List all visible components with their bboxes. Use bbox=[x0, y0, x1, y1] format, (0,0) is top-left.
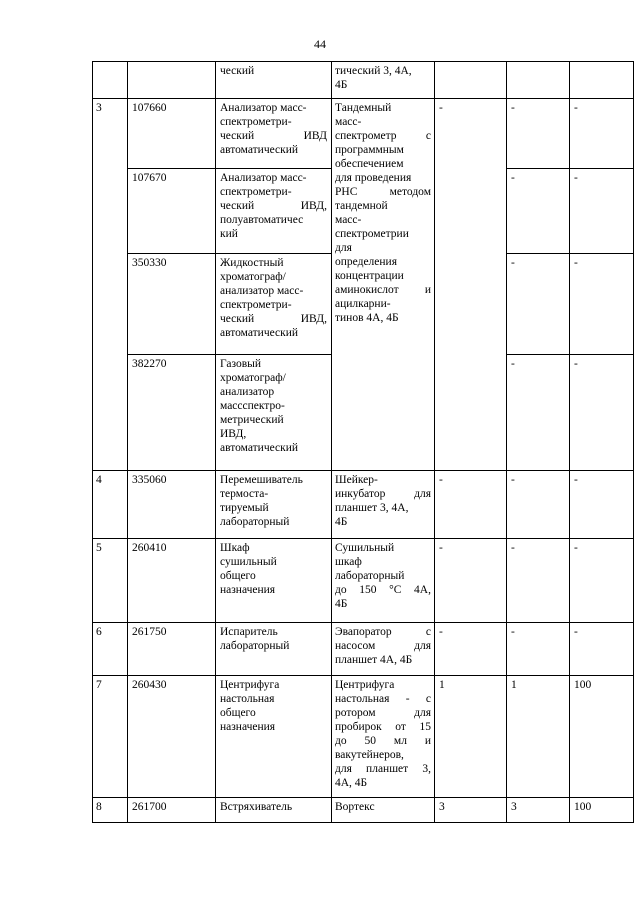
cell-v2: - bbox=[507, 99, 570, 169]
text-line: полуавтоматичес bbox=[220, 214, 304, 226]
text-line: Центрифуга bbox=[335, 679, 395, 691]
text-line: Шкаф bbox=[220, 542, 250, 554]
table-row bbox=[93, 676, 634, 798]
text-line: пробирок от 15 bbox=[335, 721, 431, 733]
cell-v2: - bbox=[507, 471, 570, 539]
cell-v3: - bbox=[570, 169, 634, 254]
text-line: тируемый bbox=[220, 502, 269, 514]
text-line: 4А, 4Б bbox=[335, 777, 368, 789]
cell-num: 5 bbox=[93, 539, 128, 623]
table-row bbox=[93, 623, 634, 676]
text-line: сушильный bbox=[220, 556, 277, 568]
text-line: Перемешиватель bbox=[220, 474, 303, 486]
text-line: спектрометри- bbox=[220, 186, 292, 198]
text-line: лабораторный bbox=[335, 570, 405, 582]
text-line: планшет 3, 4А, bbox=[335, 502, 409, 514]
table-row bbox=[93, 471, 634, 539]
text-line: общего bbox=[220, 707, 256, 719]
cell-desc bbox=[332, 798, 435, 823]
table-row bbox=[93, 99, 634, 169]
text-line: аминокислот и bbox=[335, 284, 431, 296]
cell-desc bbox=[332, 676, 435, 798]
text-line: определения bbox=[335, 256, 398, 268]
cell-desc bbox=[332, 471, 435, 539]
cell-v3: - bbox=[570, 539, 634, 623]
text-line: ацилкарни- bbox=[335, 298, 391, 310]
equipment-table bbox=[92, 61, 634, 823]
table-row bbox=[93, 798, 634, 823]
cell-num: 8 bbox=[93, 798, 128, 823]
text-line: настольная - с bbox=[335, 693, 431, 705]
text-line: массспектро- bbox=[220, 400, 285, 412]
cell-name bbox=[216, 539, 332, 623]
text-line: тический 3, 4А, bbox=[335, 65, 412, 77]
text-line: назначения bbox=[220, 584, 276, 596]
text-line: для проведения bbox=[335, 172, 412, 184]
text-line: до 50 мл и bbox=[335, 735, 431, 747]
cell-v2: - bbox=[507, 623, 570, 676]
text-line: Встряхиватель bbox=[220, 801, 293, 813]
table-row bbox=[93, 62, 634, 99]
cell-name bbox=[216, 254, 332, 355]
text-line: планшет 4А, 4Б bbox=[335, 654, 413, 666]
cell-v3: 100 bbox=[570, 798, 634, 823]
cell-v1: 3 bbox=[435, 798, 507, 823]
cell-desc bbox=[332, 539, 435, 623]
cell-code: 107670 bbox=[128, 169, 216, 254]
cell-code: 260430 bbox=[128, 676, 216, 798]
text-line: инкубатор для bbox=[335, 488, 431, 500]
cell-v3: - bbox=[570, 471, 634, 539]
cell-code: 107660 bbox=[128, 99, 216, 169]
text-line: автоматический bbox=[220, 442, 299, 454]
cell-num: 6 bbox=[93, 623, 128, 676]
text-line: автоматический bbox=[220, 144, 299, 156]
text-line: Вортекс bbox=[335, 801, 375, 813]
text-line: Испаритель bbox=[220, 626, 278, 638]
text-line: для планшет 3, bbox=[335, 763, 431, 775]
text-line: Шейкер- bbox=[335, 474, 378, 486]
text-line: анализатор bbox=[220, 386, 275, 398]
cell-name bbox=[216, 355, 332, 471]
cell-v1: - bbox=[435, 539, 507, 623]
text-line: спектрометри- bbox=[220, 116, 292, 128]
text-line: Жидкостный bbox=[220, 257, 284, 269]
cell-code: 350330 bbox=[128, 254, 216, 355]
cell-v1 bbox=[435, 62, 507, 99]
cell-v2: 3 bbox=[507, 798, 570, 823]
text-line: назначения bbox=[220, 721, 276, 733]
text-line: ческий ИВД bbox=[220, 130, 327, 142]
cell-v1: - bbox=[435, 99, 507, 471]
cell-name bbox=[216, 169, 332, 254]
text-line: Центрифуга bbox=[220, 679, 280, 691]
text-line: хроматограф/ bbox=[220, 271, 286, 283]
cell-v3: - bbox=[570, 254, 634, 355]
text-line: Газовый bbox=[220, 358, 262, 370]
cell-v1: - bbox=[435, 471, 507, 539]
text-line: вакутейнеров, bbox=[335, 749, 404, 761]
table-row bbox=[93, 539, 634, 623]
cell-v2: - bbox=[507, 355, 570, 471]
text-line: лабораторный bbox=[220, 640, 290, 652]
text-line: тандемной bbox=[335, 200, 388, 212]
text-line: лабораторный bbox=[220, 516, 290, 528]
cell-v3: - bbox=[570, 355, 634, 471]
text-line: РНС методом bbox=[335, 186, 431, 198]
cell-num: 4 bbox=[93, 471, 128, 539]
text-line: кий bbox=[220, 228, 238, 240]
text-line: Анализатор масс- bbox=[220, 102, 307, 114]
cell-code: 382270 bbox=[128, 355, 216, 471]
text-line: 4Б bbox=[335, 79, 348, 91]
cell-v1: - bbox=[435, 623, 507, 676]
cell-desc bbox=[332, 623, 435, 676]
cell-code: 260410 bbox=[128, 539, 216, 623]
text-line: 4Б bbox=[335, 598, 348, 610]
cell-v2: - bbox=[507, 254, 570, 355]
text-line: настольная bbox=[220, 693, 275, 705]
text-line: Сушильный bbox=[335, 542, 395, 554]
cell-v1: 1 bbox=[435, 676, 507, 798]
text-line: ИВД, bbox=[220, 428, 247, 440]
cell-v2: - bbox=[507, 539, 570, 623]
cell-v3 bbox=[570, 62, 634, 99]
text-line: ческий ИВД, bbox=[220, 313, 327, 325]
cell-num: 3 bbox=[93, 99, 128, 471]
cell-v3: - bbox=[570, 99, 634, 169]
cell-v2 bbox=[507, 62, 570, 99]
text-line: автоматический bbox=[220, 327, 299, 339]
text-line: Тандемный bbox=[335, 102, 392, 114]
cell-v3: 100 bbox=[570, 676, 634, 798]
cell-v2: 1 bbox=[507, 676, 570, 798]
page-number: 44 bbox=[314, 37, 326, 51]
text-line: хроматограф/ bbox=[220, 372, 286, 384]
text-line: спектрометри- bbox=[220, 299, 292, 311]
text-line: до 150 °С 4А, bbox=[335, 584, 431, 596]
text-line: программным bbox=[335, 144, 404, 156]
cell-code bbox=[128, 62, 216, 99]
text-line: общего bbox=[220, 570, 256, 582]
cell-num bbox=[93, 62, 128, 99]
cell-v3: - bbox=[570, 623, 634, 676]
text-line: анализатор масс- bbox=[220, 285, 304, 297]
text-line: термоста- bbox=[220, 488, 269, 500]
text-line: метрический bbox=[220, 414, 284, 426]
text-line: концентрации bbox=[335, 270, 404, 282]
cell-name bbox=[216, 798, 332, 823]
cell-name bbox=[216, 676, 332, 798]
cell-desc bbox=[332, 99, 435, 471]
text-line: ческий bbox=[220, 65, 255, 77]
cell-code: 261750 bbox=[128, 623, 216, 676]
text-line: спектрометр с bbox=[335, 130, 431, 142]
cell-name bbox=[216, 471, 332, 539]
cell-name bbox=[216, 62, 332, 99]
text-line: шкаф bbox=[335, 556, 362, 568]
cell-code: 261700 bbox=[128, 798, 216, 823]
text-line: спектрометрии bbox=[335, 228, 409, 240]
text-line: Эвапоратор с bbox=[335, 626, 431, 638]
cell-num: 7 bbox=[93, 676, 128, 798]
text-line: ческий ИВД, bbox=[220, 200, 327, 212]
text-line: тинов 4А, 4Б bbox=[335, 312, 399, 324]
cell-code: 335060 bbox=[128, 471, 216, 539]
text-line: для bbox=[335, 242, 352, 254]
text-line: ротором для bbox=[335, 707, 431, 719]
text-line: масс- bbox=[335, 116, 362, 128]
text-line: Анализатор масс- bbox=[220, 172, 307, 184]
text-line: обеспечением bbox=[335, 158, 404, 170]
text-line: насосом для bbox=[335, 640, 431, 652]
text-line: масс- bbox=[335, 214, 362, 226]
cell-name bbox=[216, 99, 332, 169]
cell-desc bbox=[332, 62, 435, 99]
text-line: 4Б bbox=[335, 516, 348, 528]
cell-v2: - bbox=[507, 169, 570, 254]
cell-name bbox=[216, 623, 332, 676]
